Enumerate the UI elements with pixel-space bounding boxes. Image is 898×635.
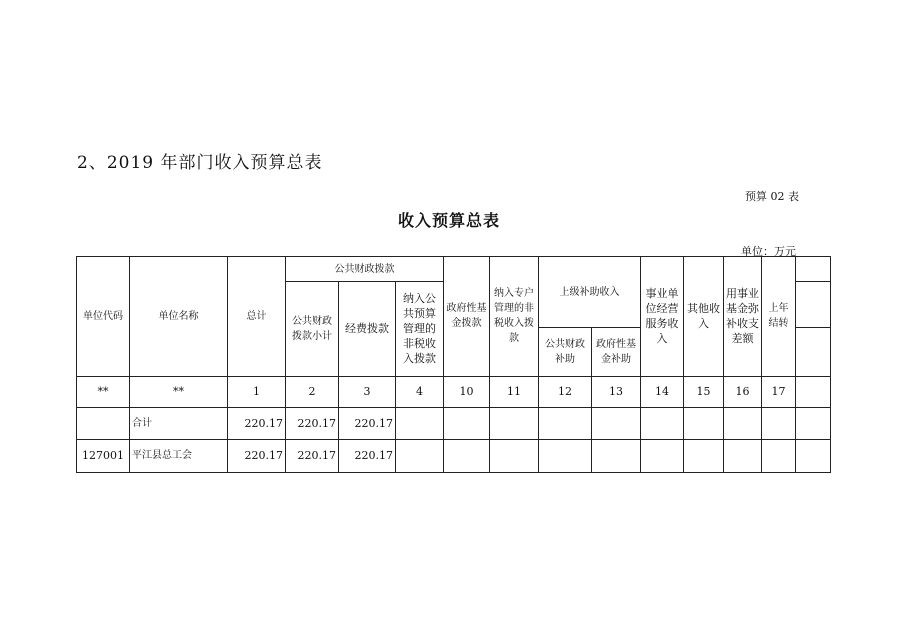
empty-cell [684,407,724,439]
cell-total: 220.17 [228,439,286,472]
empty-cell [641,407,684,439]
empty-cell [539,407,592,439]
cell-unit-name: 合计 [130,407,228,439]
header-fund-supplement: 用事业基金弥补收支差额 [724,257,762,377]
empty-cell [762,407,796,439]
header-superior-subsidy-group: 上级补助收入 [539,257,641,328]
cell-allocation: 220.17 [339,407,396,439]
cell-subtotal: 220.17 [286,439,339,472]
cell-allocation: 220.17 [339,439,396,472]
cell-unit-name: 平江县总工会 [130,439,228,472]
table-title: 收入预算总表 [397,211,500,230]
unit-label: 单位：万元 [741,245,796,258]
empty-cell [592,439,641,472]
index-cell: 11 [490,376,539,407]
header-gov-fund: 政府性基金拨款 [444,257,490,377]
header-blank-cell [796,328,831,376]
index-cell: 16 [724,376,762,407]
table-row [77,439,831,472]
header-unit-code: 单位代码 [77,257,130,377]
empty-cell [444,439,490,472]
cell-unit-code: 127001 [77,439,130,472]
empty-cell [796,407,831,439]
empty-cell [539,439,592,472]
index-cell: 3 [339,376,396,407]
empty-cell [724,439,762,472]
index-cell: 4 [396,376,444,407]
empty-cell [444,407,490,439]
cell-subtotal: 220.17 [286,407,339,439]
income-budget-table [76,256,831,473]
index-cell: 12 [539,376,592,407]
header-non-tax-revenue: 纳入公共预算管理的非税收入拨款 [396,282,444,376]
empty-cell [592,407,641,439]
header-blank-cell [796,282,831,328]
header-unit-name: 单位名称 [130,257,228,377]
header-carryover: 上年结转 [762,257,796,377]
empty-cell [396,407,444,439]
index-cell: ** [77,376,130,407]
header-blank-cell [796,257,831,282]
empty-cell [396,439,444,472]
header-operating-allocation: 经费拨款 [339,282,396,376]
table-row [77,407,831,439]
header-business-income: 事业单位经营服务收入 [641,257,684,377]
header-special-account: 纳入专户管理的非税收入拨款 [490,257,539,377]
empty-cell [684,439,724,472]
empty-cell [490,439,539,472]
header-row-1 [77,257,831,282]
header-public-finance-subtotal: 公共财政拨款小计 [286,282,339,376]
empty-cell [490,407,539,439]
index-cell: 10 [444,376,490,407]
cell-unit-code [77,407,130,439]
section-heading: 2、2019 年部门收入预算总表 [77,153,323,173]
empty-cell [724,407,762,439]
header-other-income: 其他收入 [684,257,724,377]
index-cell: 13 [592,376,641,407]
header-superior-gov-fund: 政府性基金补助 [592,328,641,376]
cell-total: 220.17 [228,407,286,439]
header-public-finance-group: 公共财政拨款 [286,257,444,282]
form-code: 预算 02 表 [745,190,799,203]
empty-cell [796,439,831,472]
header-superior-public-finance: 公共财政补助 [539,328,592,376]
index-row [77,376,831,407]
index-cell: 17 [762,376,796,407]
index-cell: 1 [228,376,286,407]
index-cell: ** [130,376,228,407]
index-cell: 15 [684,376,724,407]
empty-cell [641,439,684,472]
index-cell: 14 [641,376,684,407]
index-cell [796,376,831,407]
index-cell: 2 [286,376,339,407]
empty-cell [762,439,796,472]
header-total: 总计 [228,257,286,377]
